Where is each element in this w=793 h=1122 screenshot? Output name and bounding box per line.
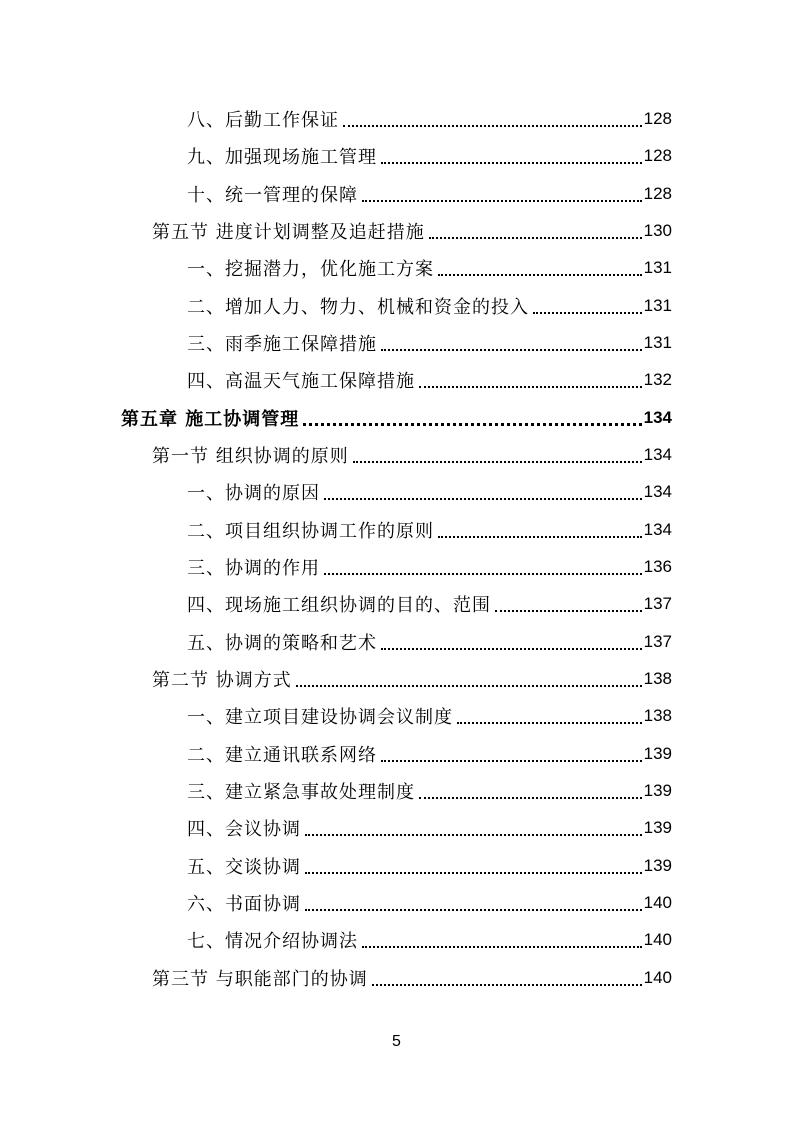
dot-leader — [305, 909, 642, 911]
toc-entry-label: 七、情况介绍协调法 — [187, 930, 358, 952]
dot-leader — [362, 200, 642, 202]
dot-leader — [419, 386, 642, 388]
toc-entry[interactable] — [187, 473, 672, 510]
toc-entry-label: 四、会议协调 — [187, 818, 301, 840]
dot-leader — [438, 536, 642, 538]
toc-entry-label: 第三节 与职能部门的协调 — [152, 968, 368, 990]
toc-entry[interactable] — [187, 548, 672, 585]
toc-entry-page: 137 — [643, 631, 672, 651]
toc-entry-label: 十、统一管理的保障 — [187, 184, 358, 206]
toc-entry-page: 128 — [643, 108, 672, 128]
dot-leader — [305, 834, 642, 836]
toc-entry[interactable] — [187, 175, 672, 212]
toc-entry[interactable] — [187, 735, 672, 772]
toc-entry-page: 134 — [643, 444, 672, 464]
dot-leader — [362, 946, 642, 948]
toc-entry[interactable] — [152, 660, 672, 697]
dot-leader — [353, 461, 642, 463]
toc-entry-label: 三、雨季施工保障措施 — [187, 333, 377, 355]
toc-chapter-entry[interactable] — [121, 399, 672, 436]
toc-entry[interactable] — [187, 585, 672, 622]
toc-entry-page: 136 — [643, 556, 672, 576]
toc-entry-label: 一、建立项目建设协调会议制度 — [187, 706, 453, 728]
toc-entry-label: 第五章 施工协调管理 — [121, 408, 300, 430]
toc-entry-page: 139 — [643, 780, 672, 800]
toc-entry-label: 一、挖掘潜力，优化施工方案 — [187, 258, 434, 280]
toc-entry-label: 六、书面协调 — [187, 893, 301, 915]
page-number: 5 — [392, 1033, 401, 1050]
dot-leader — [305, 872, 642, 874]
toc-entry[interactable] — [187, 324, 672, 361]
toc-entry-label: 八、后勤工作保证 — [187, 109, 339, 131]
toc-entry[interactable] — [187, 361, 672, 398]
toc-entry-label: 第一节 组织协调的原则 — [152, 445, 349, 467]
toc-entry-page: 130 — [643, 220, 672, 240]
toc-entry[interactable] — [187, 137, 672, 174]
toc-entry-page: 140 — [643, 967, 672, 987]
toc-entry-label: 第二节 协调方式 — [152, 669, 292, 691]
toc-entry-label: 三、协调的作用 — [187, 557, 320, 579]
toc-entry-page: 140 — [643, 929, 672, 949]
toc-entry[interactable] — [187, 884, 672, 921]
toc-entry-page: 131 — [643, 332, 672, 352]
toc-entry[interactable] — [187, 511, 672, 548]
toc-entry[interactable] — [187, 623, 672, 660]
toc-entry[interactable] — [187, 100, 672, 137]
toc-entry-label: 四、高温天气施工保障措施 — [187, 370, 415, 392]
dot-leader — [381, 162, 642, 164]
dot-leader — [457, 722, 642, 724]
toc-entry-label: 二、项目组织协调工作的原则 — [187, 520, 434, 542]
toc-entry[interactable] — [187, 772, 672, 809]
toc-entry-label: 五、交谈协调 — [187, 856, 301, 878]
dot-leader — [381, 760, 642, 762]
toc-entry-page: 134 — [643, 519, 672, 539]
toc-entry[interactable] — [152, 212, 672, 249]
toc-entry-label: 三、建立紧急事故处理制度 — [187, 781, 415, 803]
dot-leader — [533, 312, 642, 314]
toc-entry-label: 五、协调的策略和艺术 — [187, 632, 377, 654]
toc-entry-label: 第五节 进度计划调整及追赶措施 — [152, 221, 425, 243]
toc-entry-label: 四、现场施工组织协调的目的、范围 — [187, 594, 491, 616]
toc-entry-label: 一、协调的原因 — [187, 482, 320, 504]
dot-leader — [372, 984, 642, 986]
dot-leader — [438, 274, 642, 276]
toc-entry-label: 二、建立通讯联系网络 — [187, 744, 377, 766]
toc-entry[interactable] — [187, 249, 672, 286]
toc-entry-page: 140 — [643, 892, 672, 912]
dot-leader — [429, 237, 642, 239]
toc-entry[interactable] — [152, 959, 672, 996]
dot-leader — [296, 685, 642, 687]
toc-entry-page: 138 — [643, 668, 672, 688]
toc-entry-page: 134 — [643, 407, 672, 427]
toc-entry[interactable] — [187, 847, 672, 884]
toc-entry-page: 132 — [643, 369, 672, 389]
dot-leader — [419, 797, 642, 799]
toc-entry-page: 138 — [643, 705, 672, 725]
dot-leader — [381, 349, 642, 351]
toc-entry-page: 131 — [643, 257, 672, 277]
dot-leader — [303, 423, 641, 426]
toc-entry-page: 131 — [643, 295, 672, 315]
toc-entry-page: 134 — [643, 481, 672, 501]
toc-entry-page: 139 — [643, 855, 672, 875]
toc-entry-page: 128 — [643, 183, 672, 203]
toc-entry[interactable] — [187, 921, 672, 958]
toc-entry[interactable] — [187, 697, 672, 734]
toc-entry-label: 二、增加人力、物力、机械和资金的投入 — [187, 296, 529, 318]
dot-leader — [381, 648, 642, 650]
dot-leader — [343, 125, 642, 127]
dot-leader — [324, 498, 642, 500]
dot-leader — [495, 610, 642, 612]
toc-entry[interactable] — [152, 436, 672, 473]
toc-entry[interactable] — [187, 287, 672, 324]
toc-entry-page: 128 — [643, 145, 672, 165]
toc-entry-page: 139 — [643, 743, 672, 763]
dot-leader — [324, 573, 642, 575]
toc-entry-page: 139 — [643, 817, 672, 837]
toc-entry[interactable] — [187, 809, 672, 846]
toc-entry-label: 九、加强现场施工管理 — [187, 146, 377, 168]
toc-entry-page: 137 — [643, 593, 672, 613]
